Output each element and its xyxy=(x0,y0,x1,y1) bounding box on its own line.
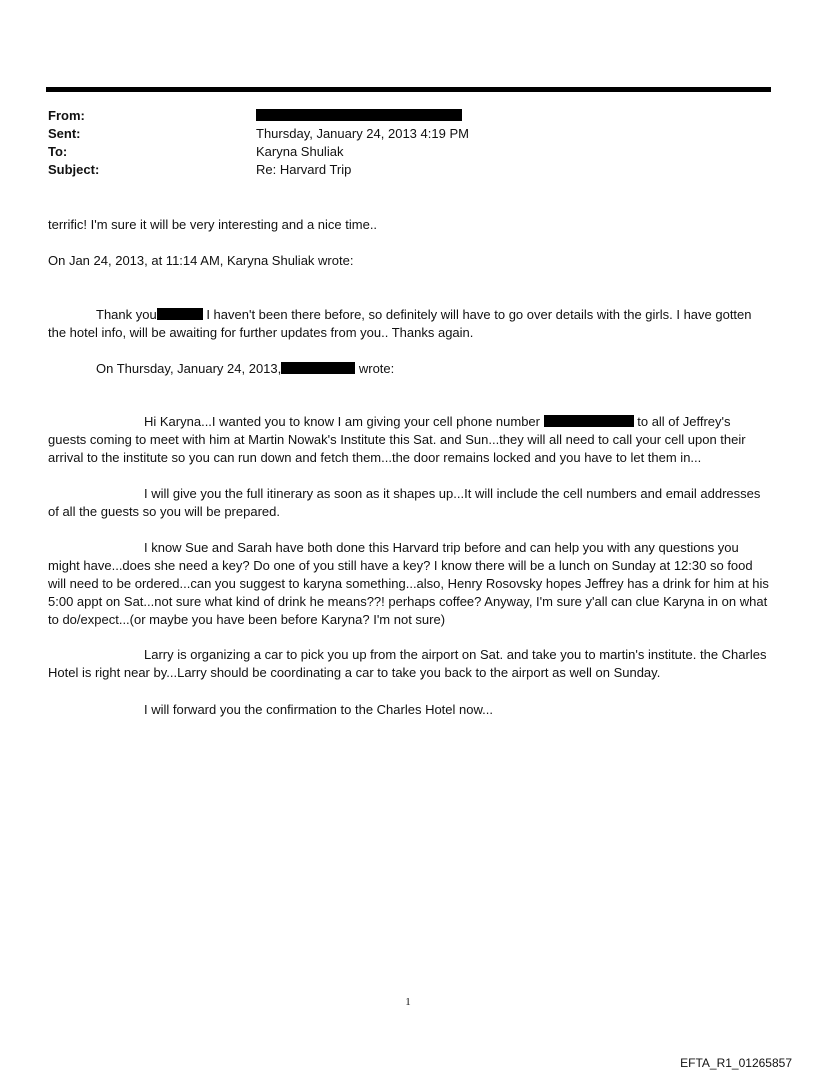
quoted-message-1-pre: Thank you xyxy=(96,307,157,322)
quoted-message-2-p2: I will give you the full itinerary as soon as it shapes up...It will include the cell numbers and email addresses of all the guests so you will be prepared. xyxy=(48,486,761,519)
quoted-message-2-p3: I know Sue and Sarah have both done this Harvard trip before and can help you with any questions you might have...does she need a key? Do one of you still have a key? I know there will be a lunch on Sunday at 12:30 so food will need to be ordered...can you suggest to karyna something...also, Henry Rosovsky hopes Jeffrey has a drink for him at his 5:00 appt on Sat...not sure what kind of drink he means??! perhaps coffee? Anyway, I'm sure y'all can clue Karyna in on what to do/expect...(or maybe you have been before Karyna? I'm not sure) xyxy=(48,540,769,627)
sent-value: Thursday, January 24, 2013 4:19 PM xyxy=(256,126,469,141)
quoted-message-1 xyxy=(48,306,770,342)
redaction-bar xyxy=(157,308,203,320)
sent-label: Sent: xyxy=(48,126,81,141)
redaction-bar xyxy=(256,109,462,121)
quoted-message-2-p1 xyxy=(48,413,770,467)
quote-attribution-2-pre: On Thursday, January 24, 2013, xyxy=(96,361,282,376)
header-rule xyxy=(46,87,771,92)
subject-label: Subject: xyxy=(48,162,100,177)
to-label: To: xyxy=(48,144,68,159)
quote-attribution-2 xyxy=(48,360,770,378)
reply-text: terrific! I'm sure it will be very interesting and a nice time.. xyxy=(48,217,378,232)
quote-attribution-1: On Jan 24, 2013, at 11:14 AM, Karyna Shuliak wrote: xyxy=(48,253,354,268)
quoted-message-2-p5: I will forward you the confirmation to the Charles Hotel now... xyxy=(144,702,493,717)
subject-value: Re: Harvard Trip xyxy=(256,162,352,177)
document-id: EFTA_R1_01265857 xyxy=(680,1056,792,1070)
from-value xyxy=(256,107,462,125)
redaction-bar xyxy=(544,415,634,427)
quoted-message-2-p1-post: to all of Jeffrey's guests coming to meet with him at Martin Nowak's Institute this Sat. and Sun...they will all need to call your cell upon their arrival to the institute so you can run down and fetch them...the door remains locked and you have to let them in... xyxy=(48,414,746,465)
page-number: 1 xyxy=(405,996,411,1008)
quoted-message-1-post: I haven't been there before, so definitely will have to go over details with the girls. I have gotten the hotel info, will be awaiting for further updates from you.. Thanks again. xyxy=(48,307,752,340)
to-value: Karyna Shuliak xyxy=(256,144,344,159)
quote-attribution-2-post: wrote: xyxy=(355,361,395,376)
quoted-message-2-p4: Larry is organizing a car to pick you up from the airport on Sat. and take you to martin's institute. the Charles Hotel is right near by...Larry should be coordinating a car to take you back to the airport as well on Sunday. xyxy=(48,647,767,680)
redaction-bar xyxy=(281,362,355,374)
from-label: From: xyxy=(48,108,85,123)
quoted-message-2-p1-pre: Hi Karyna...I wanted you to know I am giving your cell phone number xyxy=(144,414,540,429)
